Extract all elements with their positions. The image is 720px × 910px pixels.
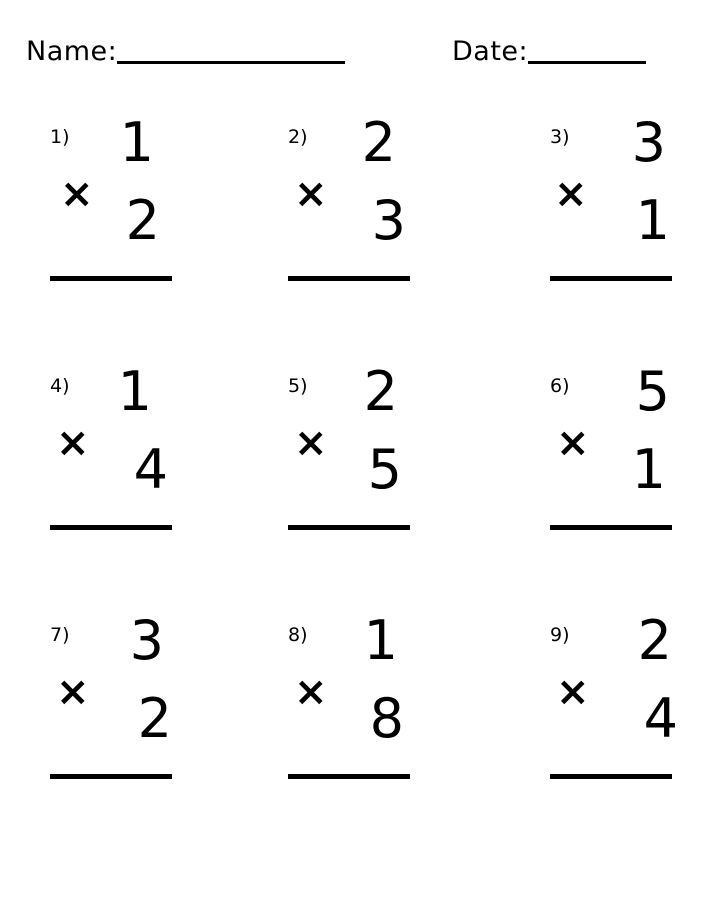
- problem-number: 5): [288, 375, 308, 397]
- operand-top: 2: [363, 360, 398, 423]
- operand-top: 2: [361, 111, 396, 174]
- problem-number: 4): [50, 375, 70, 397]
- date-label: Date:: [452, 36, 529, 67]
- operand-bottom: 2: [137, 687, 172, 750]
- multiplication-icon: ×: [554, 171, 588, 217]
- operand-bottom: 2: [125, 189, 160, 252]
- answer-line[interactable]: [550, 525, 672, 530]
- operand-bottom: 1: [635, 189, 670, 252]
- operand-top: 1: [119, 111, 154, 174]
- problem-item: [480, 604, 720, 851]
- operand-top: 2: [637, 609, 672, 672]
- worksheet-header: [0, 38, 720, 90]
- problem-number: 9): [550, 624, 570, 646]
- problem-item: [240, 110, 480, 357]
- multiplication-icon: ×: [294, 420, 328, 466]
- name-label: Name:: [26, 36, 118, 67]
- answer-line[interactable]: [550, 774, 672, 779]
- answer-line[interactable]: [288, 276, 410, 281]
- multiplication-icon: ×: [60, 171, 94, 217]
- problem-item: [480, 110, 720, 357]
- problem-number: 1): [50, 126, 70, 148]
- operand-top: 5: [635, 360, 670, 423]
- problem-grid: [0, 110, 720, 880]
- multiplication-icon: ×: [556, 420, 590, 466]
- answer-line[interactable]: [50, 525, 172, 530]
- operand-bottom: 4: [133, 438, 168, 501]
- problem-item: [0, 110, 240, 357]
- problem-item: [240, 604, 480, 851]
- operand-bottom: 4: [643, 687, 678, 750]
- date-field[interactable]: [452, 38, 646, 67]
- multiplication-icon: ×: [294, 669, 328, 715]
- problem-number: 2): [288, 126, 308, 148]
- multiplication-icon: ×: [556, 669, 590, 715]
- operand-top: 1: [363, 609, 398, 672]
- problem-number: 7): [50, 624, 70, 646]
- problem-item: [0, 357, 240, 604]
- answer-line[interactable]: [288, 774, 410, 779]
- answer-line[interactable]: [288, 525, 410, 530]
- problem-item: [0, 604, 240, 851]
- problem-number: 3): [550, 126, 570, 148]
- answer-line[interactable]: [50, 276, 172, 281]
- answer-line[interactable]: [550, 276, 672, 281]
- problem-item: [240, 357, 480, 604]
- problem-item: [480, 357, 720, 604]
- operand-bottom: 1: [631, 438, 666, 501]
- operand-top: 3: [129, 609, 164, 672]
- name-field[interactable]: [26, 38, 345, 67]
- multiplication-icon: ×: [56, 669, 90, 715]
- operand-bottom: 8: [369, 687, 404, 750]
- multiplication-icon: ×: [56, 420, 90, 466]
- name-write-line[interactable]: [117, 61, 345, 64]
- operand-bottom: 5: [367, 438, 402, 501]
- operand-bottom: 3: [371, 189, 406, 252]
- multiplication-icon: ×: [294, 171, 328, 217]
- date-write-line[interactable]: [528, 61, 646, 64]
- problem-number: 8): [288, 624, 308, 646]
- operand-top: 3: [631, 111, 666, 174]
- problem-number: 6): [550, 375, 570, 397]
- operand-top: 1: [117, 360, 152, 423]
- answer-line[interactable]: [50, 774, 172, 779]
